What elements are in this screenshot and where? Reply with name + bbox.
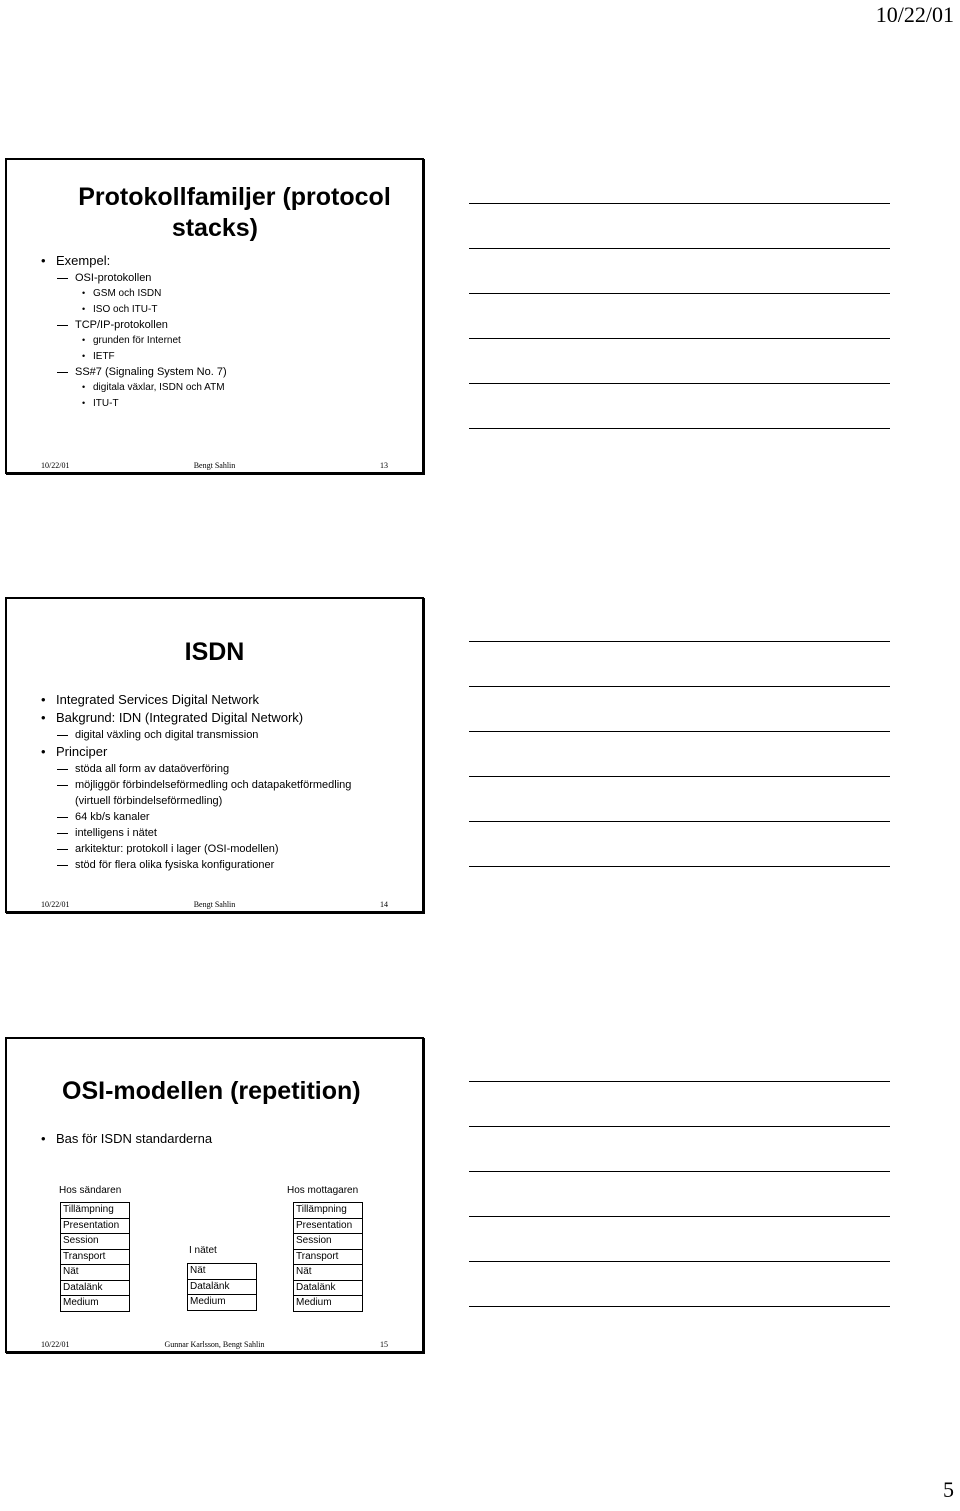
bullet-level-2: 64 kb/s kanaler xyxy=(41,809,412,825)
slide-bullets xyxy=(41,252,412,411)
bullet-level-2: (virtuell förbindelseförmedling) xyxy=(75,795,223,807)
footer-slide-number: 14 xyxy=(380,900,388,909)
bullet-level-3: • GSM och ISDN xyxy=(41,286,412,302)
page-number: 5 xyxy=(943,1477,954,1502)
slide-title: OSI-modellen (repetition) xyxy=(62,1077,361,1105)
slide-bullets xyxy=(41,691,412,873)
bullet-level-1: • Integrated Services Digital Network xyxy=(41,691,412,709)
page-date: 10/22/01 xyxy=(875,2,954,27)
network-stack xyxy=(187,1263,257,1311)
sender-label: Hos sändaren xyxy=(59,1185,122,1196)
bullet-level-2: stöd för flera olika fysiska konfigurationer xyxy=(41,857,412,873)
osi-layer: Nät xyxy=(294,1265,362,1281)
osi-layer: Medium xyxy=(188,1295,256,1311)
receiver-stack xyxy=(293,1202,363,1312)
bullet-level-1: • Bas för ISDN standarderna xyxy=(41,1130,412,1148)
osi-layer: Session xyxy=(61,1234,129,1250)
osi-layer: Medium xyxy=(61,1296,129,1312)
osi-layer: Transport xyxy=(61,1250,129,1266)
bullet-level-2: intelligens i nätet xyxy=(41,825,412,841)
bullet-level-2: möjliggör förbindelseförmedling och datapaketförmedling xyxy=(41,777,412,793)
bullet-level-2: digital växling och digital transmission xyxy=(41,727,412,743)
osi-layer: Presentation xyxy=(294,1219,362,1235)
osi-diagram xyxy=(7,1039,422,1351)
osi-layer: Datalänk xyxy=(61,1281,129,1297)
slide-14 xyxy=(5,597,424,913)
slide-title-line-1: Protokollfamiljer (protocol xyxy=(78,183,391,211)
slide-13 xyxy=(5,158,424,474)
osi-layer: Presentation xyxy=(61,1219,129,1235)
slide-title-line-2: stacks) xyxy=(171,214,258,242)
footer-date: 10/22/01 xyxy=(41,1340,70,1349)
bullet-level-3: • ISO och ITU-T xyxy=(41,302,412,318)
footer-date: 10/22/01 xyxy=(41,461,70,470)
receiver-label: Hos mottagaren xyxy=(287,1185,359,1196)
osi-layer: Datalänk xyxy=(188,1280,256,1296)
slide-title xyxy=(7,182,422,244)
bullet-level-1: • Exempel: xyxy=(41,252,412,270)
bullet-level-3: • IETF xyxy=(41,349,412,365)
slide-title: ISDN xyxy=(184,638,245,666)
osi-layer: Nät xyxy=(61,1265,129,1281)
bullet-level-2: SS#7 (Signaling System No. 7) xyxy=(41,364,412,380)
bullet-level-2: arkitektur: protokoll i lager (OSI-modellen) xyxy=(41,841,412,857)
slide-15 xyxy=(5,1037,424,1353)
sender-stack xyxy=(60,1202,130,1312)
osi-layer: Nät xyxy=(188,1264,256,1280)
footer-author: Gunnar Karlsson, Bengt Sahlin xyxy=(164,1340,265,1349)
bullet-level-3: • digitala växlar, ISDN och ATM xyxy=(41,380,412,396)
osi-layer: Medium xyxy=(294,1296,362,1312)
footer-slide-number: 13 xyxy=(380,461,388,470)
osi-layer: Session xyxy=(294,1234,362,1250)
bullet-level-2: TCP/IP-protokollen xyxy=(41,317,412,333)
bullet-level-1: • Principer xyxy=(41,743,412,761)
bullet-level-3: • grunden för Internet xyxy=(41,333,412,349)
footer-slide-number: 15 xyxy=(380,1340,388,1349)
osi-layer: Datalänk xyxy=(294,1281,362,1297)
network-label: I nätet xyxy=(189,1245,217,1256)
osi-layer: Transport xyxy=(294,1250,362,1266)
bullet-level-1: • Bakgrund: IDN (Integrated Digital Network) xyxy=(41,709,412,727)
bullet-level-2: stöda all form av dataöverföring xyxy=(41,761,412,777)
bullet-level-3: • ITU-T xyxy=(41,396,412,412)
footer-author: Bengt Sahlin xyxy=(193,900,236,909)
footer-author: Bengt Sahlin xyxy=(193,461,236,470)
footer-date: 10/22/01 xyxy=(41,900,70,909)
bullet-level-2: OSI-protokollen xyxy=(41,270,412,286)
osi-layer: Tillämpning xyxy=(61,1203,129,1219)
osi-layer: Tillämpning xyxy=(294,1203,362,1219)
